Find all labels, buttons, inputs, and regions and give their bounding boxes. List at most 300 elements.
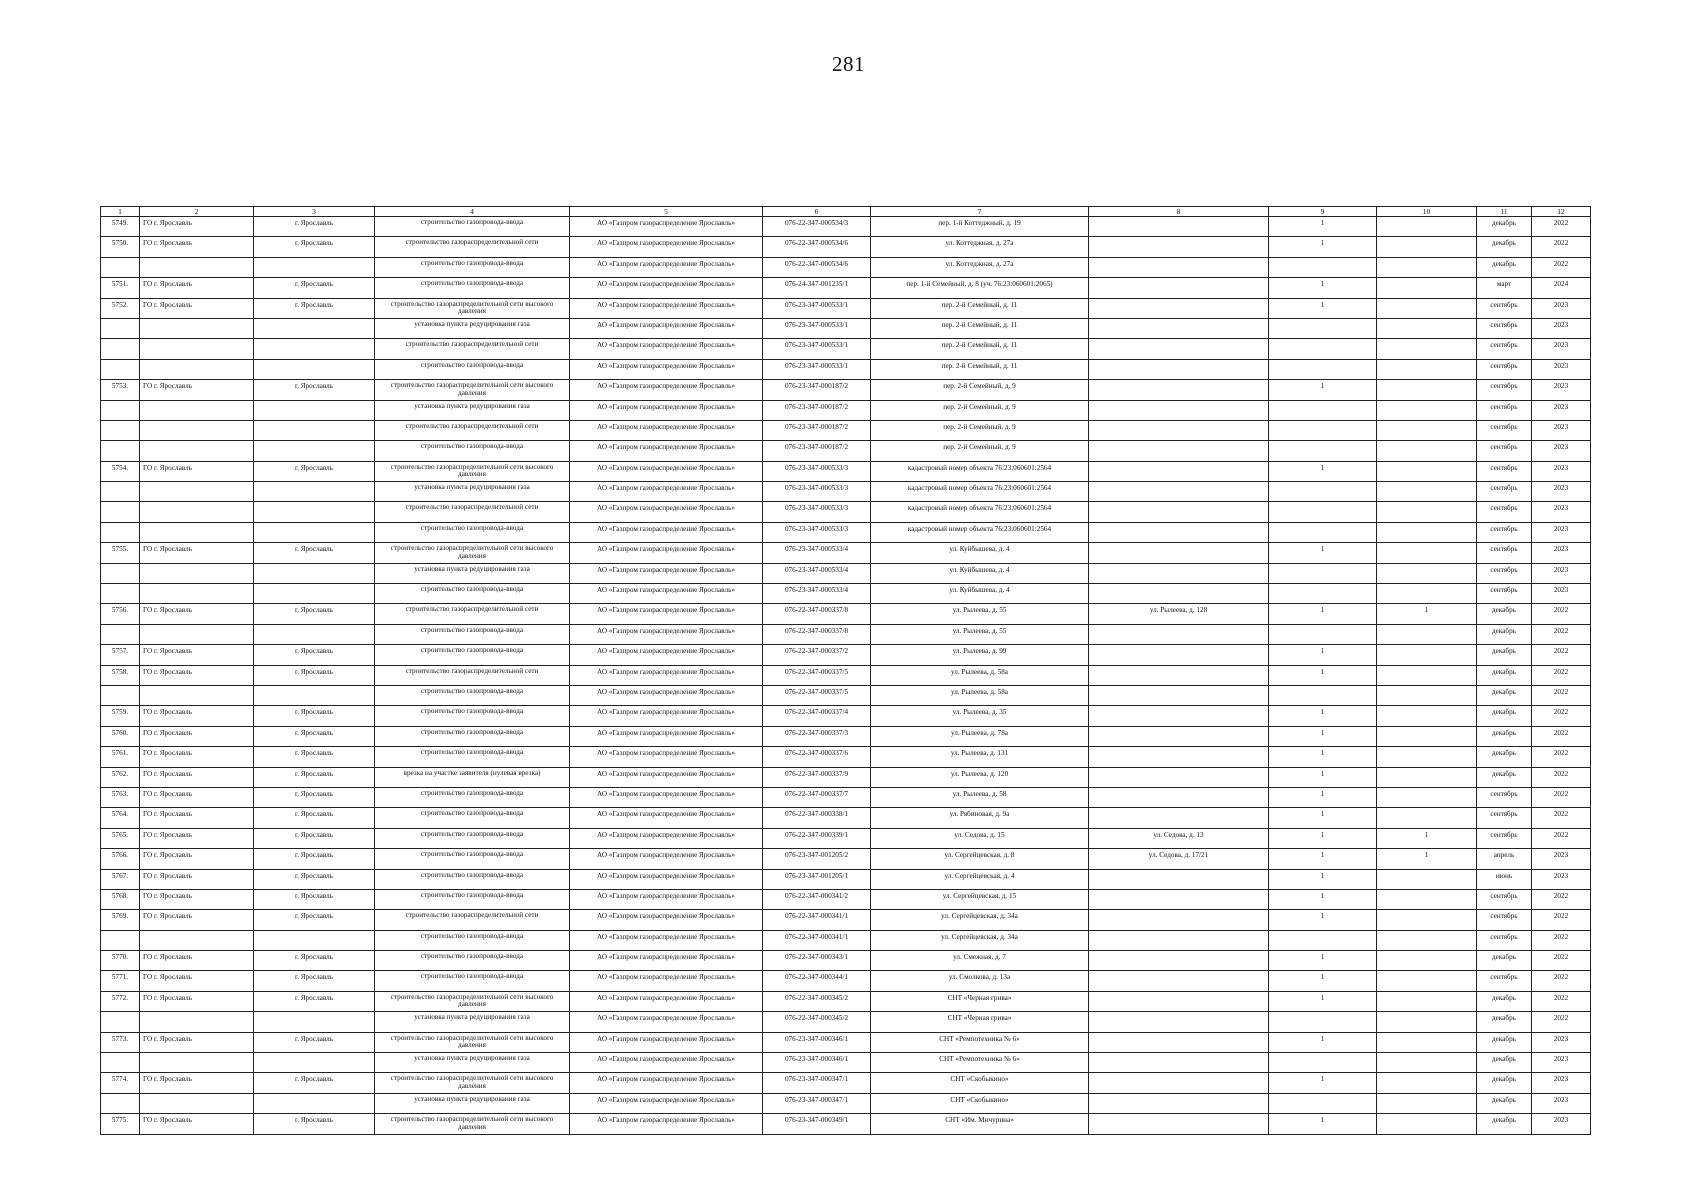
table-cell-col-9: 1 [1269,971,1377,991]
column-header-4: 4 [375,207,570,217]
table-row [101,706,1591,726]
table-cell-col-6: 076-23-347-000533/4 [763,584,871,604]
table-cell-col-12: 2022 [1532,726,1591,746]
table-cell-col-10 [1377,767,1477,787]
table-cell-col-7: ул. Коттеджная, д. 27а [871,237,1089,257]
table-cell-col-10 [1377,665,1477,685]
table-cell-col-11: декабрь [1477,706,1532,726]
table-cell-col-9 [1269,339,1377,359]
table-cell-col-7: пер. 2-й Семейный, д. 11 [871,359,1089,379]
table-cell-col-5: АО «Газпром газораспределение Ярославль» [570,420,763,440]
document-table-container [100,206,1590,1135]
table-cell-col-11: сентябрь [1477,910,1532,930]
table-cell-col-4: строительство газопровода-ввода [375,849,570,869]
table-cell-col-8 [1089,808,1269,828]
table-cell-col-4: установка пункта редуцирования газа [375,400,570,420]
table-cell-col-1: 5759. [101,706,140,726]
table-cell-col-4: строительство газопровода-ввода [375,522,570,542]
table-cell-col-11: сентябрь [1477,461,1532,481]
table-cell-col-1: 5752. [101,298,140,318]
table-row [101,604,1591,624]
table-cell-col-5: АО «Газпром газораспределение Ярославль» [570,563,763,583]
table-cell-col-8 [1089,930,1269,950]
table-cell-col-12: 2023 [1532,522,1591,542]
table-cell-col-12: 2023 [1532,400,1591,420]
table-cell-col-3 [254,502,375,522]
table-cell-col-7: кадастровый номер объекта 76:23:060601:2564 [871,482,1089,502]
table-cell-col-6: 076-23-347-000187/2 [763,441,871,461]
table-cell-col-12: 2023 [1532,849,1591,869]
table-cell-col-11: сентябрь [1477,318,1532,338]
table-cell-col-12: 2022 [1532,665,1591,685]
table-cell-col-3 [254,400,375,420]
table-cell-col-3: г. Ярославль [254,726,375,746]
table-row [101,1073,1591,1093]
table-cell-col-10 [1377,889,1477,909]
table-cell-col-6: 076-23-347-000533/3 [763,461,871,481]
table-cell-col-8 [1089,237,1269,257]
table-cell-col-11: сентябрь [1477,787,1532,807]
table-cell-col-3 [254,1093,375,1113]
table-cell-col-1 [101,441,140,461]
table-cell-col-2: ГО г. Ярославль [140,645,254,665]
table-cell-col-8 [1089,359,1269,379]
table-row [101,237,1591,257]
table-cell-col-9 [1269,318,1377,338]
table-cell-col-6: 076-22-347-000337/8 [763,624,871,644]
table-cell-col-2: ГО г. Ярославль [140,869,254,889]
table-row [101,502,1591,522]
table-cell-col-12: 2023 [1532,441,1591,461]
table-cell-col-12: 2023 [1532,1114,1591,1134]
table-cell-col-4: строительство газопровода-ввода [375,257,570,277]
table-row [101,359,1591,379]
table-cell-col-9: 1 [1269,217,1377,237]
table-cell-col-1: 5773. [101,1032,140,1052]
table-cell-col-11: декабрь [1477,685,1532,705]
table-cell-col-7: СНТ «Ремпотехника № 6» [871,1032,1089,1052]
table-cell-col-5: АО «Газпром газораспределение Ярославль» [570,400,763,420]
table-cell-col-8 [1089,767,1269,787]
table-cell-col-10 [1377,298,1477,318]
table-cell-col-4: строительство газораспределительной сети [375,339,570,359]
table-cell-col-1: 5760. [101,726,140,746]
table-row [101,991,1591,1011]
table-cell-col-10 [1377,726,1477,746]
table-cell-col-11: декабрь [1477,991,1532,1011]
table-cell-col-2 [140,685,254,705]
table-cell-col-11: сентябрь [1477,400,1532,420]
table-cell-col-5: АО «Газпром газораспределение Ярославль» [570,278,763,298]
table-cell-col-5: АО «Газпром газораспределение Ярославль» [570,217,763,237]
table-cell-col-4: строительство газопровода-ввода [375,685,570,705]
table-cell-col-4: строительство газопровода-ввода [375,869,570,889]
table-cell-col-5: АО «Газпром газораспределение Ярославль» [570,665,763,685]
table-cell-col-1: 5775. [101,1114,140,1134]
table-cell-col-10: 1 [1377,604,1477,624]
table-cell-col-7: пер. 2-й Семейный, д. 11 [871,298,1089,318]
table-cell-col-7: пер. 1-й Коттеджный, д. 19 [871,217,1089,237]
table-cell-col-7: СНТ «Скобыкино» [871,1093,1089,1113]
table-header [101,207,1591,217]
table-cell-col-7: ул. Рылеева, д. 99 [871,645,1089,665]
table-cell-col-11: сентябрь [1477,543,1532,563]
table-cell-col-6: 076-22-347-000534/3 [763,217,871,237]
table-cell-col-1 [101,257,140,277]
table-cell-col-8 [1089,910,1269,930]
table-cell-col-12: 2022 [1532,645,1591,665]
table-cell-col-6: 076-22-347-000338/1 [763,808,871,828]
table-cell-col-3 [254,624,375,644]
table-cell-col-2: ГО г. Ярославль [140,237,254,257]
table-cell-col-11: сентябрь [1477,971,1532,991]
column-header-12: 12 [1532,207,1591,217]
table-body [101,217,1591,1135]
table-cell-col-10 [1377,400,1477,420]
table-cell-col-5: АО «Газпром газораспределение Ярославль» [570,808,763,828]
table-cell-col-6: 076-23-347-000187/2 [763,380,871,400]
table-cell-col-9: 1 [1269,808,1377,828]
table-cell-col-7: СНТ «Черная грива» [871,1012,1089,1032]
table-cell-col-5: АО «Газпром газораспределение Ярославль» [570,1114,763,1134]
table-cell-col-11: декабрь [1477,1093,1532,1113]
table-cell-col-10 [1377,441,1477,461]
table-cell-col-4: строительство газопровода-ввода [375,217,570,237]
table-cell-col-5: АО «Газпром газораспределение Ярославль» [570,849,763,869]
table-cell-col-8 [1089,971,1269,991]
table-cell-col-6: 076-23-347-000346/1 [763,1032,871,1052]
table-cell-col-7: ул. Куйбышева, д. 4 [871,563,1089,583]
table-cell-col-10 [1377,971,1477,991]
table-row [101,339,1591,359]
table-cell-col-7: ул. Рылеева, д. 58 [871,787,1089,807]
table-cell-col-5: АО «Газпром газораспределение Ярославль» [570,339,763,359]
table-cell-col-10 [1377,624,1477,644]
table-cell-col-9 [1269,624,1377,644]
table-cell-col-12: 2023 [1532,563,1591,583]
table-cell-col-8 [1089,1053,1269,1073]
table-cell-col-10 [1377,522,1477,542]
table-cell-col-8 [1089,747,1269,767]
table-row [101,889,1591,909]
table-cell-col-2: ГО г. Ярославль [140,828,254,848]
table-cell-col-7: ул. Рылеева, д. 55 [871,604,1089,624]
table-row [101,441,1591,461]
table-cell-col-2: ГО г. Ярославль [140,706,254,726]
table-cell-col-12: 2023 [1532,869,1591,889]
table-cell-col-11: декабрь [1477,767,1532,787]
column-header-7: 7 [871,207,1089,217]
table-cell-col-5: АО «Газпром газораспределение Ярославль» [570,543,763,563]
table-cell-col-2 [140,930,254,950]
table-cell-col-3 [254,1053,375,1073]
table-cell-col-6: 076-23-347-001205/1 [763,869,871,889]
table-cell-col-10 [1377,563,1477,583]
table-cell-col-6: 076-22-347-000337/8 [763,604,871,624]
table-cell-col-9: 1 [1269,747,1377,767]
table-cell-col-4: строительство газопровода-ввода [375,278,570,298]
table-cell-col-9 [1269,441,1377,461]
table-row [101,849,1591,869]
table-cell-col-2: ГО г. Ярославль [140,971,254,991]
table-cell-col-4: строительство газораспределительной сети высокого давления [375,543,570,563]
table-cell-col-12: 2023 [1532,298,1591,318]
table-cell-col-2: ГО г. Ярославль [140,543,254,563]
table-cell-col-6: 076-23-347-000187/2 [763,400,871,420]
table-cell-col-2 [140,441,254,461]
table-cell-col-11: декабрь [1477,1012,1532,1032]
table-cell-col-9: 1 [1269,665,1377,685]
table-cell-col-5: АО «Газпром газораспределение Ярославль» [570,930,763,950]
table-cell-col-5: АО «Газпром газораспределение Ярославль» [570,767,763,787]
table-cell-col-9: 1 [1269,543,1377,563]
table-cell-col-8: ул. Седова, д. 13 [1089,828,1269,848]
table-cell-col-12: 2023 [1532,359,1591,379]
table-row [101,278,1591,298]
table-cell-col-8 [1089,298,1269,318]
column-header-1: 1 [101,207,140,217]
table-cell-col-8 [1089,257,1269,277]
table-cell-col-10 [1377,420,1477,440]
table-cell-col-9: 1 [1269,1114,1377,1134]
table-cell-col-2 [140,563,254,583]
table-cell-col-4: строительство газораспределительной сети [375,502,570,522]
table-row [101,257,1591,277]
table-cell-col-3 [254,482,375,502]
table-cell-col-7: ул. Куйбышева, д. 4 [871,584,1089,604]
table-cell-col-6: 076-23-347-000533/1 [763,318,871,338]
table-cell-col-2 [140,359,254,379]
table-cell-col-9 [1269,584,1377,604]
table-cell-col-12: 2022 [1532,624,1591,644]
table-cell-col-6: 076-22-347-000345/2 [763,1012,871,1032]
table-cell-col-9 [1269,502,1377,522]
table-cell-col-2: ГО г. Ярославль [140,910,254,930]
table-header-row [101,207,1591,217]
table-cell-col-1: 5772. [101,991,140,1011]
table-cell-col-10 [1377,502,1477,522]
table-cell-col-3: г. Ярославль [254,380,375,400]
table-cell-col-9: 1 [1269,889,1377,909]
table-cell-col-1: 5755. [101,543,140,563]
table-cell-col-6: 076-23-347-000533/3 [763,482,871,502]
table-cell-col-1: 5763. [101,787,140,807]
table-cell-col-1 [101,930,140,950]
table-cell-col-5: АО «Газпром газораспределение Ярославль» [570,747,763,767]
table-cell-col-5: АО «Газпром газораспределение Ярославль» [570,502,763,522]
table-cell-col-12: 2023 [1532,1093,1591,1113]
table-row [101,380,1591,400]
table-cell-col-10 [1377,543,1477,563]
table-cell-col-10 [1377,217,1477,237]
table-cell-col-11: июнь [1477,869,1532,889]
table-cell-col-10 [1377,380,1477,400]
table-cell-col-4: строительство газораспределительной сети высокого давления [375,298,570,318]
table-cell-col-7: ул. Коттеджная, д. 27а [871,257,1089,277]
table-cell-col-6: 076-24-347-001235/1 [763,278,871,298]
table-cell-col-10 [1377,706,1477,726]
table-cell-col-12: 2023 [1532,543,1591,563]
table-cell-col-7: пер. 1-й Семейный, д. 8 (уч. 76:23:060601:2065) [871,278,1089,298]
page-number: 281 [832,52,865,76]
table-cell-col-2: ГО г. Ярославль [140,991,254,1011]
table-cell-col-2 [140,420,254,440]
table-cell-col-8 [1089,706,1269,726]
table-cell-col-2 [140,257,254,277]
table-row [101,1012,1591,1032]
table-cell-col-3 [254,522,375,542]
table-cell-col-12: 2022 [1532,685,1591,705]
table-cell-col-2 [140,522,254,542]
table-cell-col-1: 5767. [101,869,140,889]
table-cell-col-11: сентябрь [1477,502,1532,522]
table-row [101,522,1591,542]
table-cell-col-7: ул. Рылеева, д. 131 [871,747,1089,767]
table-cell-col-1 [101,1012,140,1032]
table-cell-col-5: АО «Газпром газораспределение Ярославль» [570,971,763,991]
table-cell-col-5: АО «Газпром газораспределение Ярославль» [570,1053,763,1073]
table-cell-col-10 [1377,1012,1477,1032]
table-cell-col-9: 1 [1269,726,1377,746]
column-header-3: 3 [254,207,375,217]
table-cell-col-1 [101,1093,140,1113]
table-cell-col-3 [254,420,375,440]
table-row [101,726,1591,746]
table-cell-col-9: 1 [1269,645,1377,665]
table-cell-col-7: ул. Рябиновая, д. 9а [871,808,1089,828]
table-cell-col-12: 2022 [1532,706,1591,726]
table-row [101,767,1591,787]
table-cell-col-7: ул. Рылеева, д. 120 [871,767,1089,787]
table-cell-col-5: АО «Газпром газораспределение Ярославль» [570,726,763,746]
table-cell-col-9 [1269,685,1377,705]
table-cell-col-4: строительство газораспределительной сети высокого давления [375,1032,570,1052]
table-cell-col-9: 1 [1269,706,1377,726]
table-cell-col-1 [101,359,140,379]
table-row [101,1114,1591,1134]
table-cell-col-3: г. Ярославль [254,543,375,563]
table-cell-col-2: ГО г. Ярославль [140,726,254,746]
table-cell-col-6: 076-23-347-000533/1 [763,359,871,379]
table-cell-col-11: декабрь [1477,1073,1532,1093]
table-cell-col-7: ул. Куйбышева, д. 4 [871,543,1089,563]
table-cell-col-12: 2022 [1532,951,1591,971]
table-cell-col-4: установка пункта редуцирования газа [375,482,570,502]
table-cell-col-12: 2022 [1532,889,1591,909]
table-cell-col-8 [1089,502,1269,522]
table-row [101,951,1591,971]
table-cell-col-8 [1089,991,1269,1011]
table-cell-col-9 [1269,257,1377,277]
table-cell-col-7: СНТ «Черная грива» [871,991,1089,1011]
table-row [101,624,1591,644]
table-cell-col-2 [140,624,254,644]
table-cell-col-8 [1089,889,1269,909]
column-header-2: 2 [140,207,254,217]
table-cell-col-5: АО «Газпром газораспределение Ярославль» [570,441,763,461]
table-cell-col-8 [1089,951,1269,971]
table-row [101,869,1591,889]
table-cell-col-6: 076-23-347-000533/3 [763,502,871,522]
table-cell-col-1 [101,318,140,338]
table-cell-col-3 [254,930,375,950]
table-cell-col-1 [101,522,140,542]
table-row [101,584,1591,604]
table-cell-col-3: г. Ярославль [254,828,375,848]
table-cell-col-8: ул. Рылеева, д. 128 [1089,604,1269,624]
table-cell-col-12: 2022 [1532,971,1591,991]
table-cell-col-10 [1377,869,1477,889]
table-cell-col-10 [1377,1073,1477,1093]
table-cell-col-10 [1377,482,1477,502]
table-cell-col-3: г. Ярославль [254,706,375,726]
table-cell-col-1 [101,482,140,502]
table-cell-col-3 [254,359,375,379]
table-cell-col-4: строительство газопровода-ввода [375,930,570,950]
table-cell-col-3: г. Ярославль [254,237,375,257]
table-cell-col-3: г. Ярославль [254,665,375,685]
table-cell-col-1: 5757. [101,645,140,665]
table-cell-col-4: строительство газораспределительной сети высокого давления [375,1073,570,1093]
table-cell-col-11: сентябрь [1477,889,1532,909]
table-cell-col-10 [1377,1053,1477,1073]
table-cell-col-12: 2022 [1532,237,1591,257]
table-cell-col-2 [140,482,254,502]
table-cell-col-8 [1089,624,1269,644]
table-cell-col-2: ГО г. Ярославль [140,665,254,685]
table-cell-col-12: 2024 [1532,278,1591,298]
table-cell-col-3: г. Ярославль [254,971,375,991]
table-cell-col-10 [1377,645,1477,665]
table-cell-col-7: СНТ «Ремпотехника № 6» [871,1053,1089,1073]
table-cell-col-2: ГО г. Ярославль [140,461,254,481]
table-cell-col-11: декабрь [1477,645,1532,665]
table-cell-col-8 [1089,380,1269,400]
table-cell-col-4: установка пункта редуцирования газа [375,1093,570,1113]
table-cell-col-7: ул. Седова, д. 15 [871,828,1089,848]
table-cell-col-3: г. Ярославль [254,808,375,828]
table-cell-col-11: сентябрь [1477,359,1532,379]
table-cell-col-5: АО «Газпром газораспределение Ярославль» [570,380,763,400]
table-cell-col-1: 5751. [101,278,140,298]
table-cell-col-11: декабрь [1477,604,1532,624]
table-cell-col-1: 5762. [101,767,140,787]
table-cell-col-1 [101,420,140,440]
table-cell-col-3: г. Ярославль [254,767,375,787]
table-cell-col-11: сентябрь [1477,522,1532,542]
table-cell-col-9 [1269,1093,1377,1113]
table-cell-col-6: 076-22-347-000337/4 [763,706,871,726]
table-cell-col-7: пер. 2-й Семейный, д. 9 [871,380,1089,400]
table-cell-col-11: декабрь [1477,726,1532,746]
table-cell-col-7: пер. 2-й Семейный, д. 9 [871,420,1089,440]
table-cell-col-6: 076-23-347-000533/4 [763,543,871,563]
table-cell-col-12: 2023 [1532,339,1591,359]
table-cell-col-7: СНТ «Скобыкино» [871,1073,1089,1093]
table-cell-col-6: 076-22-347-000341/2 [763,889,871,909]
table-cell-col-1: 5750. [101,237,140,257]
table-cell-col-12: 2023 [1532,318,1591,338]
table-cell-col-10 [1377,747,1477,767]
table-cell-col-3: г. Ярославль [254,645,375,665]
table-cell-col-10 [1377,359,1477,379]
table-cell-col-9: 1 [1269,380,1377,400]
table-cell-col-9 [1269,482,1377,502]
table-cell-col-10 [1377,278,1477,298]
table-cell-col-9: 1 [1269,828,1377,848]
table-cell-col-2: ГО г. Ярославль [140,1032,254,1052]
table-cell-col-3: г. Ярославль [254,869,375,889]
